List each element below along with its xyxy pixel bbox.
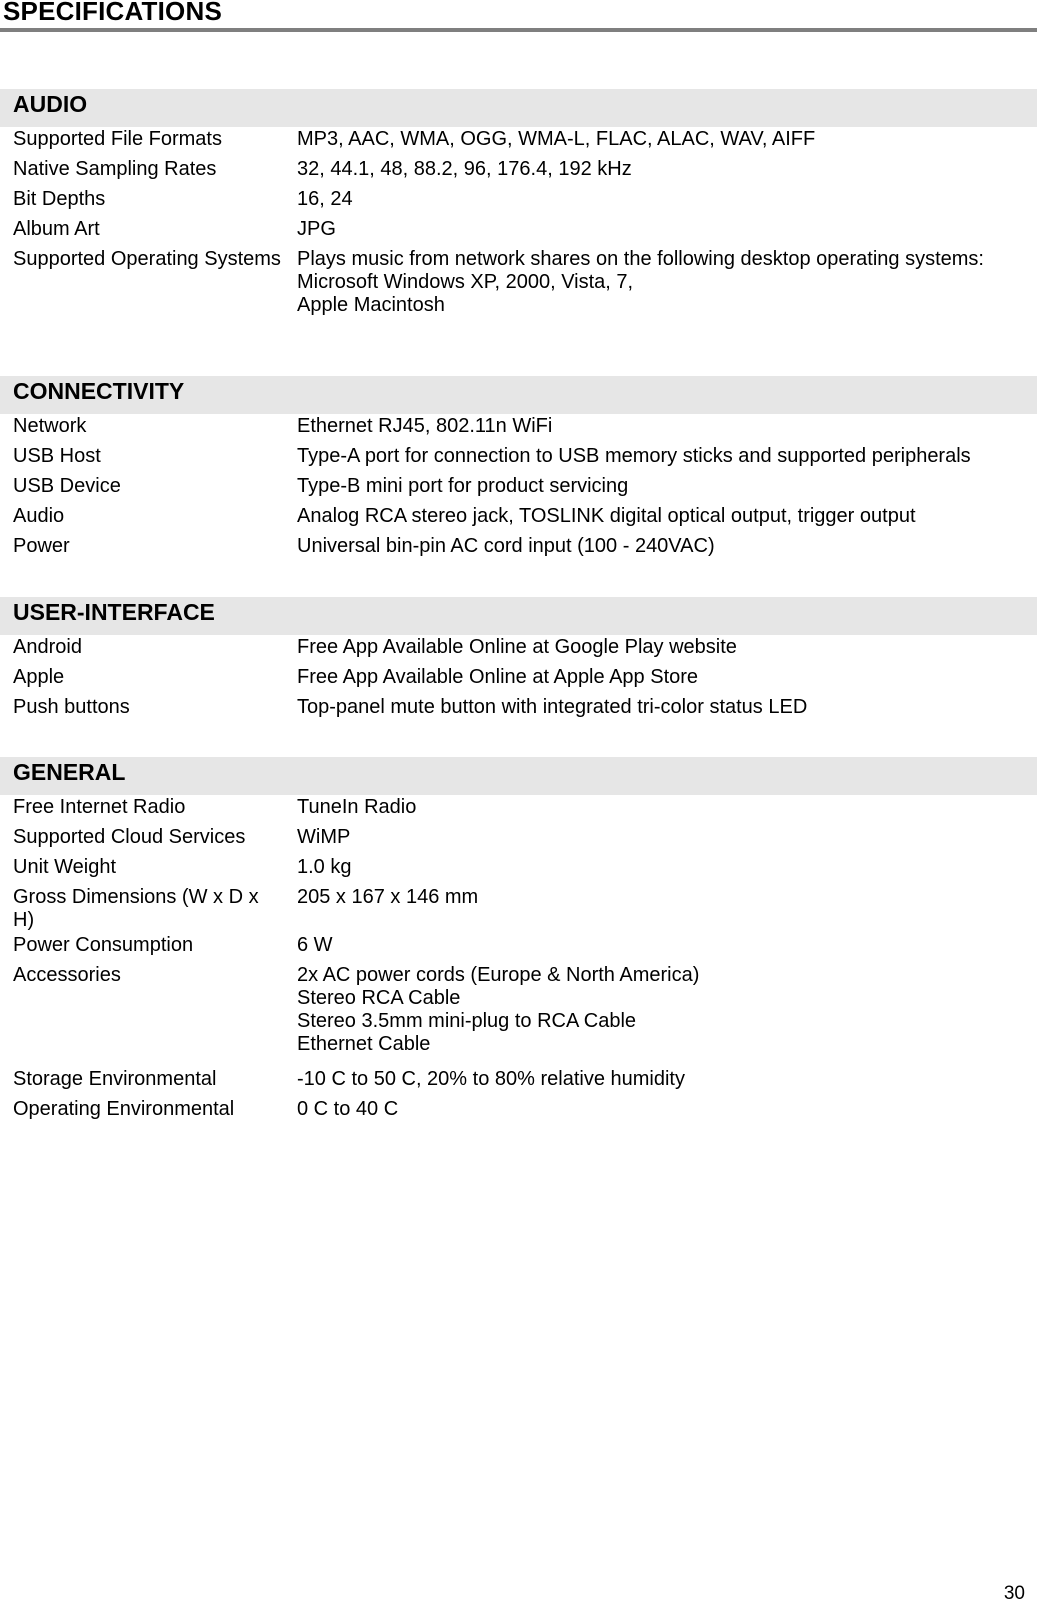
spec-label: Supported Operating Systems — [13, 248, 281, 270]
spec-label: Gross Dimensions (W x D x H) — [13, 886, 259, 931]
spec-row — [0, 505, 1037, 528]
spec-value: 0 C to 40 C — [297, 1098, 399, 1120]
spec-label: USB Host — [13, 445, 101, 467]
user-interface-section-header: USER-INTERFACE — [0, 597, 1037, 635]
spec-label: USB Device — [13, 475, 121, 497]
spec-value: Type-B mini port for product servicing — [297, 475, 629, 497]
title-divider — [0, 28, 1037, 32]
spec-value: 16, 24 — [297, 188, 353, 210]
spec-value: TuneIn Radio — [297, 796, 417, 818]
spec-row — [0, 636, 1037, 659]
spec-row — [0, 856, 1037, 879]
spec-row — [0, 886, 1037, 932]
spec-label: Accessories — [13, 964, 121, 986]
page-number: 30 — [1003, 1583, 1025, 1604]
general-section-header: GENERAL — [0, 757, 1037, 795]
spec-row — [0, 475, 1037, 498]
spec-value: Ethernet RJ45, 802.11n WiFi — [297, 415, 553, 437]
spec-value: 2x AC power cords (Europe & North America) Stereo RCA Cable Stereo 3.5mm mini-plug to RCA Cable Ethernet Cable — [297, 964, 700, 1055]
spec-label: Power — [13, 535, 70, 557]
spec-value: Top-panel mute button with integrated tri-color status LED — [297, 696, 808, 718]
spec-label: Apple — [13, 666, 65, 688]
spec-value: 32, 44.1, 48, 88.2, 96, 176.4, 192 kHz — [297, 158, 632, 180]
spec-row — [0, 218, 1037, 241]
spec-row — [0, 796, 1037, 819]
user-interface-section — [0, 597, 1037, 719]
spec-label: Operating Environmental — [13, 1098, 235, 1120]
spec-row — [0, 964, 1037, 1056]
spec-value: -10 C to 50 C, 20% to 80% relative humidity — [297, 1068, 685, 1090]
spec-row — [0, 696, 1037, 719]
spec-label: Free Internet Radio — [13, 796, 186, 818]
spec-label: Bit Depths — [13, 188, 106, 210]
spec-value: 6 W — [297, 934, 333, 956]
connectivity-section-header: CONNECTIVITY — [0, 376, 1037, 414]
spec-label: Unit Weight — [13, 856, 117, 878]
spec-value: 1.0 kg — [297, 856, 352, 878]
spec-row — [0, 188, 1037, 211]
spec-value: Free App Available Online at Google Play website — [297, 636, 737, 658]
spec-row — [0, 826, 1037, 849]
audio-section — [0, 89, 1037, 317]
page-title: SPECIFICATIONS — [3, 0, 223, 26]
spec-value: Free App Available Online at Apple App Store — [297, 666, 699, 688]
spec-row — [0, 248, 1037, 317]
spec-label: Push buttons — [13, 696, 130, 718]
spec-value: JPG — [297, 218, 336, 240]
spec-row — [0, 415, 1037, 438]
spec-row — [0, 158, 1037, 181]
spec-label: Supported Cloud Services — [13, 826, 246, 848]
spec-label: Native Sampling Rates — [13, 158, 217, 180]
spec-label: Network — [13, 415, 87, 437]
spec-value: Plays music from network shares on the following desktop operating systems: Microsoft Windows XP, 2000, Vista, 7, Apple Macintosh — [297, 248, 984, 316]
spec-label: Album Art — [13, 218, 100, 240]
spec-value: WiMP — [297, 826, 351, 848]
spec-row — [0, 128, 1037, 151]
spec-row — [0, 1098, 1037, 1121]
spec-label: Power Consumption — [13, 934, 194, 956]
spec-row — [0, 666, 1037, 689]
spec-value: Universal bin-pin AC cord input (100 - 240VAC) — [297, 535, 715, 557]
spec-row — [0, 934, 1037, 957]
spec-label: Audio — [13, 505, 65, 527]
audio-section-header: AUDIO — [0, 89, 1037, 127]
spec-value: Analog RCA stereo jack, TOSLINK digital optical output, trigger output — [297, 505, 916, 527]
spec-value: 205 x 167 x 146 mm — [297, 886, 479, 908]
general-section — [0, 757, 1037, 1121]
spec-row — [0, 535, 1037, 558]
connectivity-section — [0, 376, 1037, 558]
spec-row — [0, 445, 1037, 468]
spec-label: Storage Environmental — [13, 1068, 217, 1090]
spec-row — [0, 1068, 1037, 1091]
spec-label: Supported File Formats — [13, 128, 222, 150]
spec-value: MP3, AAC, WMA, OGG, WMA-L, FLAC, ALAC, WAV, AIFF — [297, 128, 816, 150]
spec-label: Android — [13, 636, 82, 658]
spec-value: Type-A port for connection to USB memory sticks and supported peripherals — [297, 445, 971, 467]
